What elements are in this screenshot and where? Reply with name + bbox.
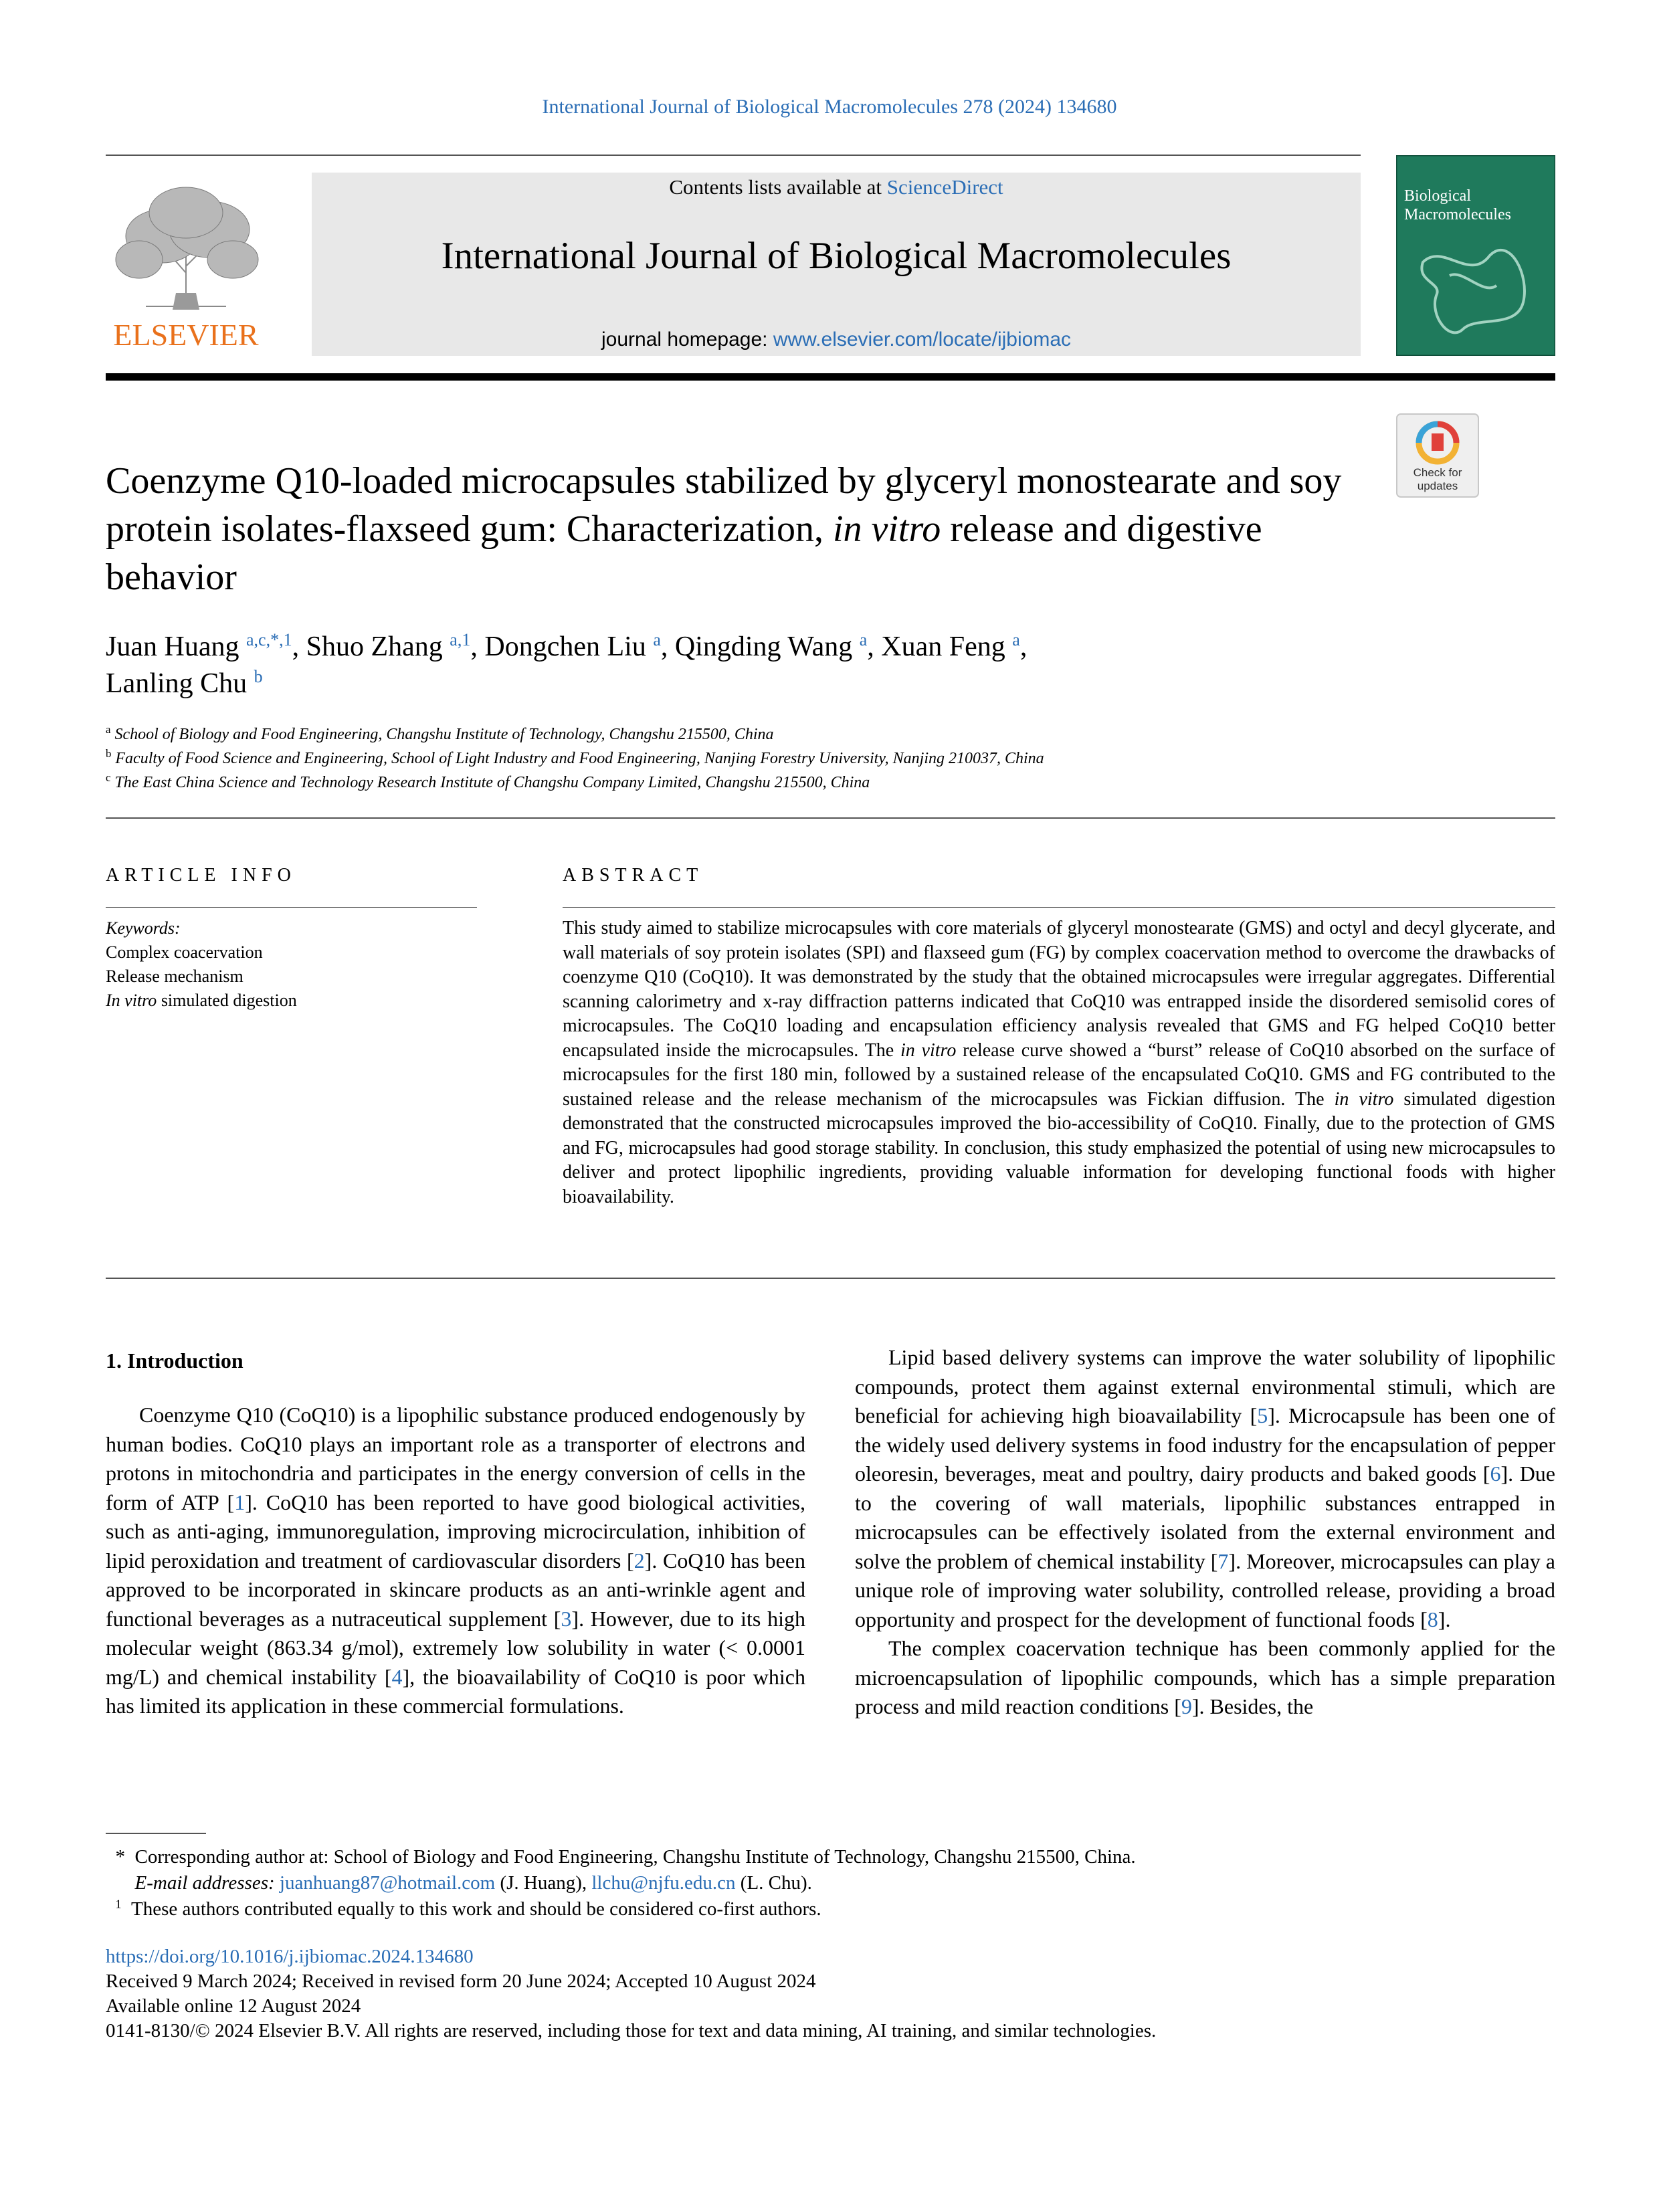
reference-link[interactable]: 7 [1217, 1548, 1229, 1573]
cover-title-line1: Biological [1404, 187, 1471, 205]
author-name[interactable]: Lanling Chu [106, 668, 248, 699]
email-addresses: E-mail addresses: juanhuang87@hotmail.com (J. Huang), llchu@njfu.edu.cn (L. Chu). [134, 1872, 812, 1894]
reference-link[interactable]: 5 [1257, 1403, 1268, 1427]
keywords-block [106, 916, 507, 1013]
footnotes [106, 1844, 1555, 1922]
abstract-text: This study aimed to stabilize microcapsules with core materials of glyceryl monostearate (GMS) and octyl and decyl glycerate, and wall materials of soy protein isolates (SPI) and flaxseed gum (FG) by complex coacervation method to overcome the drawbacks of coenzyme Q10 (CoQ10). It was demonstrated by the study that the obtained microcapsules were irregular aggregates. Differential scanning calorimetry and x-ray diffraction patterns indicated that CoQ10 was entrapped inside the disordered semisolid cores of microcapsules. The CoQ10 loading and encapsulation efficiency analysis revealed that GMS and FG helped CoQ10 better encapsulated inside the microcapsules. The in vitro release curve showed a “burst” release of CoQ10 absorbed on the surface of microcapsules for the first 180 min, followed by a sustained release of the encapsulated CoQ10. GMS and FG contributed to the sustained release and the release mechanism of the microcapsules was Fickian diffusion. The in vitro simulated digestion demonstrated that the constructed microcapsules improved the bio-accessibility of CoQ10. Finally, due to the protection of GMS and FG, microcapsules had good storage stability. In conclusion, this study emphasized the potential of using new microcapsules to deliver and protect lipophilic ingredients, providing valuable information for developing functional foods with higher bioavailability. [563, 918, 1556, 1207]
author-name[interactable]: Juan Huang [106, 631, 239, 662]
abstract-bottom-divider [106, 1278, 1555, 1279]
check-for-updates-badge[interactable] [1396, 413, 1479, 498]
reference-link[interactable]: 2 [633, 1548, 645, 1573]
author-affiliation-marks[interactable]: a [653, 630, 661, 649]
body-paragraph: Coenzyme Q10 (CoQ10) is a lipophilic substance produced endogenously by human bodies. CoQ10 plays an important role as a transporter of electrons and protons in mitochondria and participates in the energy conversion of cells in the form of ATP [1]. CoQ10 has been reported to have good biological activities, such as anti-aging, immunoregulation, improving microcirculation, inhibition of lipid peroxidation and treatment of cardiovascular disorders [2]. CoQ10 has been approved to be incorporated in skincare products as an anti-wrinkle agent and functional beverages as a nutraceutical supplement [3]. However, due to its high molecular weight (863.34 g/mol), extremely low solubility in water (< 0.0001 mg/L) and chemical instability [4], the bioavailability of CoQ10 is poor which has limited its application in these commercial formulations. [106, 1403, 806, 1718]
reference-link[interactable]: 3 [561, 1606, 572, 1631]
author-affiliation-marks[interactable]: a,1 [450, 630, 471, 649]
keyword-item: In vitro simulated digestion [106, 991, 297, 1010]
affiliation-item: $^c$ The East China Science and Technology Research Institute of Changshu Company Limited, Changshu 215500, China [106, 771, 870, 791]
affiliations [106, 722, 1510, 795]
author-name[interactable]: Qingding Wang [674, 631, 853, 662]
elsevier-logo [99, 173, 273, 359]
body-column-left [106, 1401, 805, 1721]
doi-link[interactable]: https://doi.org/10.1016/j.ijbiomac.2024.134680 [106, 1946, 474, 1967]
footnote-divider [106, 1833, 206, 1834]
publication-info [106, 1944, 1555, 2043]
sciencedirect-link[interactable]: ScienceDirect [886, 175, 1003, 199]
copyright-line: 0141-8130/© 2024 Elsevier B.V. All rights are reserved, including those for text and data mining, AI training, and similar technologies. [106, 2020, 1157, 2041]
affiliation-item: $^b$ Faculty of Food Science and Engineering, School of Light Industry and Food Engineering, Nanjing Forestry University, Nanjing 210037, China [106, 747, 1044, 767]
affiliations-divider [106, 817, 1555, 819]
email-link[interactable]: llchu@njfu.edu.cn [591, 1872, 736, 1894]
journal-title: International Journal of Biological Macromolecules [441, 235, 1232, 277]
body-column-right [855, 1343, 1555, 1722]
journal-cover-thumbnail[interactable] [1396, 155, 1555, 356]
received-dates: Received 9 March 2024; Received in revised form 20 June 2024; Accepted 10 August 2024 [106, 1971, 816, 1992]
author-affiliation-marks[interactable]: a [859, 630, 868, 649]
article-title: Coenzyme Q10-loaded microcapsules stabilized by glyceryl monostearate and soy protein isolates-flaxseed gum: Characterization, in vitro release and digestive behavior [106, 460, 1342, 598]
top-divider [106, 155, 1361, 156]
author-list: Juan Huang $^{a,c,*,1}$, Shuo Zhang $^{a,1}$, Dongchen Liu $^a$, Qingding Wang $^a$, Xuan Feng $^a$, Lanling Chu $^b$ [106, 630, 1028, 699]
article-info-divider [106, 907, 477, 908]
available-online: Available online 12 August 2024 [106, 1995, 361, 2017]
abstract-divider [563, 907, 1555, 908]
reference-link[interactable]: 1 [234, 1490, 246, 1514]
body-paragraph: The complex coacervation technique has been commonly applied for the microencapsulation of lipophilic compounds, which has a simple preparation process and mild reaction conditions [9]. Besides, the [855, 1636, 1555, 1718]
reference-link[interactable]: 8 [1427, 1607, 1438, 1631]
header-thick-rule [106, 373, 1555, 381]
email-link[interactable]: juanhuang87@hotmail.com [279, 1872, 496, 1894]
author-name[interactable]: Dongchen Liu [484, 631, 646, 662]
contents-available-line: Contents lists available at ScienceDirect [669, 175, 1003, 199]
section-heading-introduction: 1. Introduction [106, 1348, 243, 1373]
reference-link[interactable]: 4 [391, 1664, 403, 1689]
cover-title-line2: Macromolecules [1404, 206, 1511, 223]
abstract-heading: ABSTRACT [563, 865, 704, 886]
keyword-item: Complex coacervation [106, 942, 263, 962]
article-info-heading: ARTICLE INFO [106, 865, 296, 886]
elsevier-wordmark: ELSEVIER [113, 318, 259, 352]
keyword-item: Release mechanism [106, 967, 243, 986]
reference-link[interactable]: 9 [1181, 1694, 1192, 1718]
corresponding-author-note: * Corresponding author at: School of Biology and Food Engineering, Changshu Institute of Technology, Changshu 215500, China. [115, 1846, 1136, 1868]
body-paragraph: Lipid based delivery systems can improve the water solubility of lipophilic compounds, protect them against external environmental stimuli, which are beneficial for achieving high bioavailability [5]. Microcapsule has been one of the widely used delivery systems in food industry for the encapsulation of pepper oleoresin, beverages, meat and poultry, dairy products and baked goods [6]. Due to the covering of wall materials, lipophilic substances entrapped in microcapsules can be effectively isolated from the external environment and solve the problem of chemical instability [7]. Moreover, microcapsules can play a unique role of improving water solubility, controlled release, providing a broad opportunity and prospect for the development of functional foods [8]. [855, 1345, 1556, 1631]
author-affiliation-marks[interactable]: a [1012, 630, 1020, 649]
author-affiliation-marks[interactable]: b [254, 667, 263, 686]
reference-link[interactable]: 6 [1490, 1462, 1501, 1486]
author-affiliation-marks[interactable]: a,c,*,1 [246, 630, 292, 649]
affiliation-item: $^a$ School of Biology and Food Engineering, Changshu Institute of Technology, Changshu 215500, China [106, 723, 774, 743]
co-first-author-note: $^1$ These authors contributed equally to this work and should be considered co-first authors. [115, 1897, 821, 1920]
homepage-link[interactable]: www.elsevier.com/locate/ijbiomac [773, 328, 1072, 350]
author-name[interactable]: Shuo Zhang [306, 631, 443, 662]
check-updates-line1: Check for [1413, 466, 1462, 479]
keywords-label: Keywords: [106, 918, 181, 938]
journal-reference-link[interactable]: International Journal of Biological Macromolecules 278 (2024) 134680 [542, 96, 1117, 118]
journal-homepage-line: journal homepage: www.elsevier.com/locate/ijbiomac [601, 328, 1072, 350]
check-updates-line2: updates [1417, 480, 1458, 492]
author-name[interactable]: Xuan Feng [881, 631, 1005, 662]
